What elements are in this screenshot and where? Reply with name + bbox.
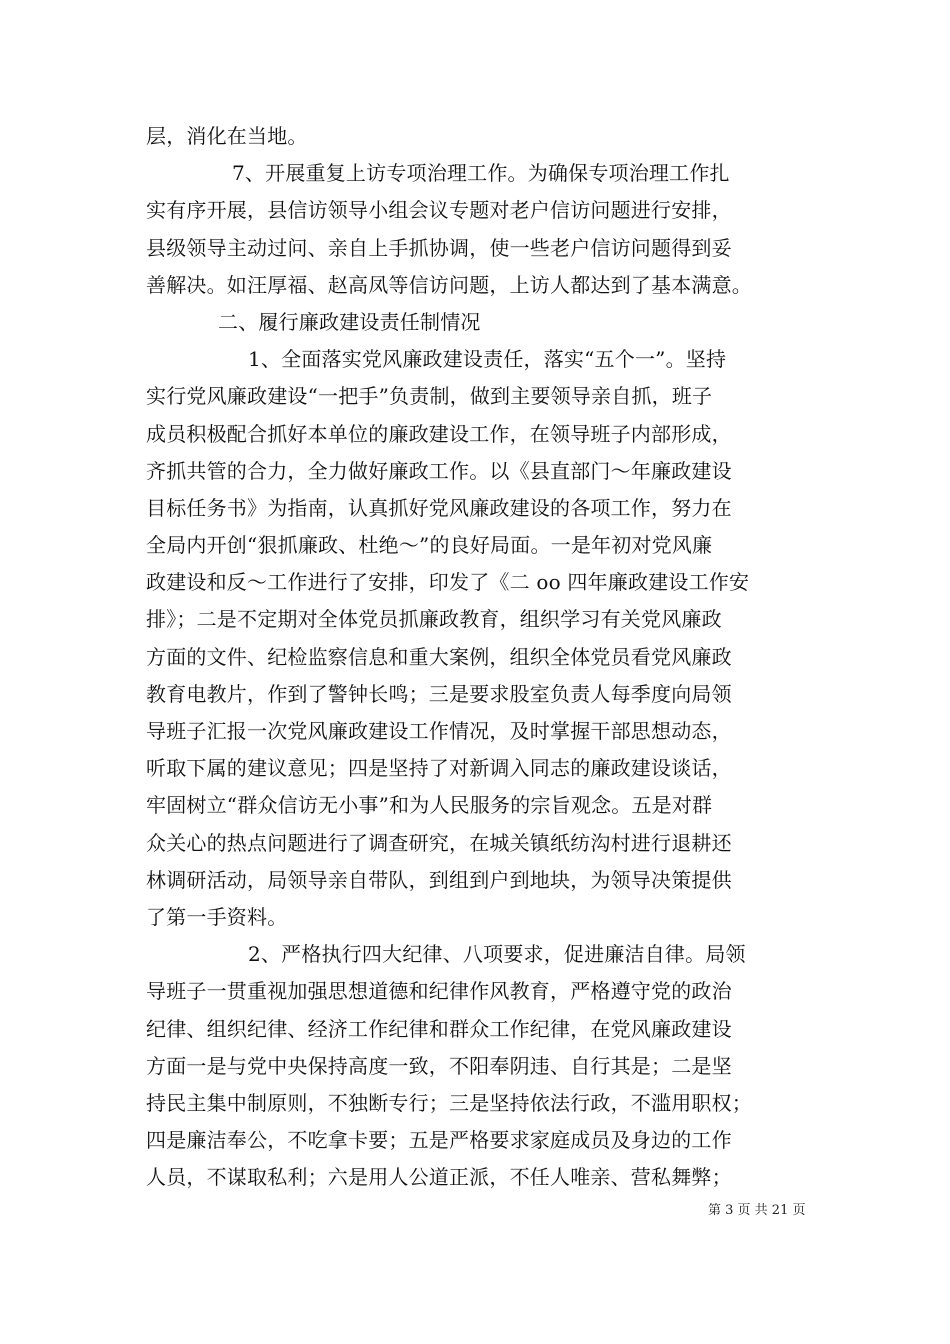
text-line: 县级领导主动过问、亲自上手抓协调，使一些老户信访问题得到妥 [146,235,732,260]
text-line: 2、严格执行四大纪律、八项要求，促进廉洁自律。局领 [248,942,746,967]
text-line: 持民主集中制原则，不独断专行；三是坚持依法行政，不滥用职权； [146,1090,752,1115]
text-line: 7、开展重复上访专项治理工作。为确保专项治理工作扎 [232,161,730,186]
text-line: 实有序开展，县信访领导小组会议专题对老户信访问题进行安排， [146,198,732,223]
text-line: 方面的文件、纪检监察信息和重大案例，组织全体党员看党风廉政 [146,644,732,669]
section-heading: 二、履行廉政建设责任制情况 [218,309,481,334]
text-line: 全局内开创“狠抓廉政、杜绝～”的良好局面。一是年初对党风廉 [146,533,713,558]
text-line: 排》；二是不定期对全体党员抓廉政教育，组织学习有关党风廉政 [146,607,722,632]
text-line: 层，消化在当地。 [146,124,308,148]
text-line: 目标任务书》为指南，认真抓好党风廉政建设的各项工作，努力在 [146,495,732,520]
text-line: 善解决。如汪厚福、赵高凤等信访问题，上访人都达到了基本满意。 [146,272,752,297]
text-line: 牢固树立“群众信访无小事”和为人民服务的宗旨观念。五是对群 [146,793,713,818]
text-line: 实行党风廉政建设“一把手”负责制，做到主要领导亲自抓，班子 [146,384,713,409]
text-line: 听取下属的建议意见；四是坚持了对新调入同志的廉政建设谈话， [146,756,732,781]
text-line: 纪律、组织纪律、经济工作纪律和群众工作纪律，在党风廉政建设 [146,1016,732,1041]
text-line: 林调研活动，局领导亲自带队，到组到户到地块，为领导决策提供 [146,867,732,892]
text-line: 教育电教片，作到了警钟长鸣；三是要求股室负责人每季度向局领 [146,681,732,706]
page-number: 第 3 页 共 21 页 [708,1203,806,1218]
document-body [146,118,808,1196]
text-line: 政建设和反～工作进行了安排，印发了《二 oo 四年廉政建设工作安 [146,570,750,595]
text-line: 1、全面落实党风廉政建设责任，落实“五个一”。坚持 [248,347,727,372]
text-line: 导班子汇报一次党风廉政建设工作情况，及时掌握干部思想动态， [146,719,732,743]
text-line: 导班子一贯重视加强思想道德和纪律作风教育，严格遵守党的政治 [146,979,732,1004]
text-line: 方面一是与党中央保持高度一致，不阳奉阴违、自行其是；二是坚 [146,1053,732,1078]
text-line: 了第一手资料。 [146,904,288,929]
text-line: 四是廉洁奉公，不吃拿卡要；五是严格要求家庭成员及身边的工作 [146,1128,732,1153]
text-line: 人员，不谋取私利；六是用人公道正派，不任人唯亲、营私舞弊； [146,1165,732,1190]
text-line: 众关心的热点问题进行了调查研究，在城关镇纸纺沟村进行退耕还 [146,830,732,855]
text-line: 成员积极配合抓好本单位的廉政建设工作，在领导班子内部形成， [146,421,732,446]
text-line: 齐抓共管的合力，全力做好廉政工作。以《县直部门～年廉政建设 [146,458,732,483]
